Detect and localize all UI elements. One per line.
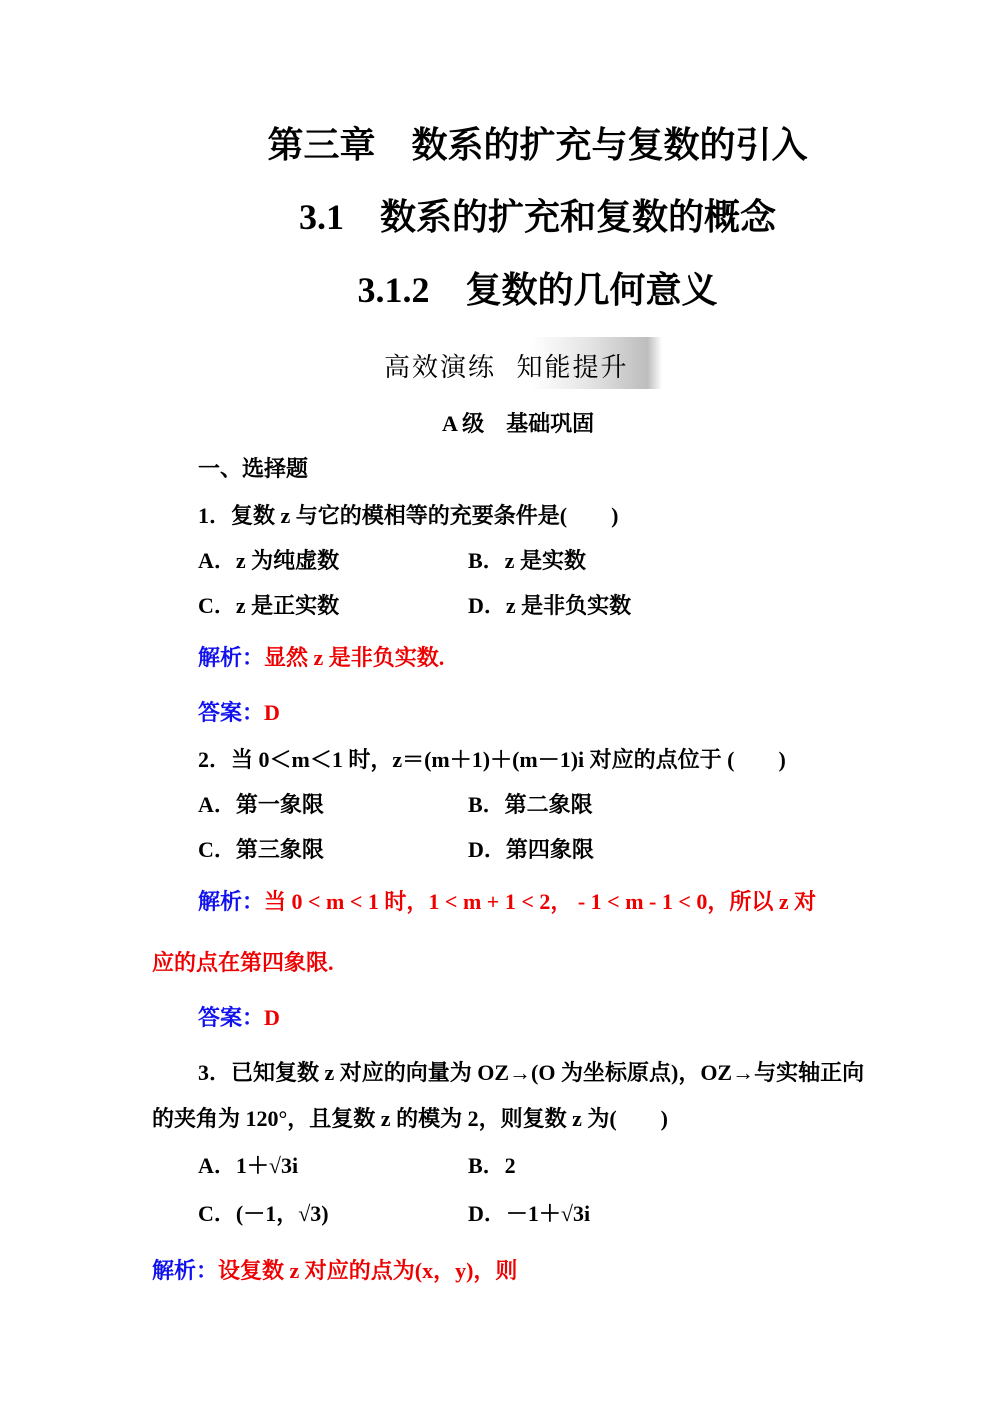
q2-option-a: A．第一象限: [198, 792, 324, 817]
q2-option-c: C．第三象限: [198, 837, 324, 862]
q1-answer-label: 答案：: [198, 700, 265, 725]
q1-answer: D: [264, 700, 280, 725]
q3-stem: 3．已知复数 z 对应的向量为 OZ→(O 为坐标原点)，OZ→与实轴正向: [198, 1060, 865, 1085]
q3-stem-cont: 的夹角为 120°，且复数 z 的模为 2，则复数 z 为( ): [152, 1106, 668, 1131]
q3-analysis: 设复数 z 对应的点为(x，y)，则: [218, 1258, 518, 1283]
q2-analysis-cont: 应的点在第四象限.: [152, 950, 334, 975]
q3-option-a: A．1＋√3i: [198, 1153, 299, 1178]
q1-option-a: A．z 为纯虚数: [198, 548, 340, 573]
banner-text: 高效演练 知能提升: [384, 353, 629, 383]
q1-option-c: C．z 是正实数: [198, 593, 340, 618]
q1-analysis: 显然 z 是非负实数.: [264, 645, 445, 670]
q3-option-d: D．－1＋√3i: [468, 1201, 591, 1226]
section-heading: 一、选择题: [198, 456, 309, 481]
q2-option-b: B．第二象限: [468, 792, 593, 817]
q3-analysis-label: 解析：: [152, 1258, 219, 1283]
q2-analysis: 当 0 < m < 1 时，1 < m + 1 < 2， - 1 < m - 1 < 0，所以 z 对: [264, 889, 817, 914]
q1-stem: 1．复数 z 与它的模相等的充要条件是( ): [198, 503, 619, 528]
q2-analysis-label: 解析：: [198, 889, 265, 914]
q3-option-c: C．(－1，√3): [198, 1201, 329, 1226]
q1-option-d: D．z 是非负实数: [468, 593, 632, 618]
level-heading: A 级 基础巩固: [442, 411, 595, 436]
subsection-title: 3.1.2 复数的几何意义: [357, 270, 718, 310]
section-title: 3.1 数系的扩充和复数的概念: [298, 197, 776, 237]
q2-option-d: D．第四象限: [468, 837, 594, 862]
q2-answer: D: [264, 1005, 280, 1030]
q2-stem: 2．当 0＜m＜1 时，z＝(m＋1)＋(m－1)i 对应的点位于 ( ): [198, 747, 786, 772]
chapter-title: 第三章 数系的扩充与复数的引入: [267, 125, 808, 165]
q1-analysis-label: 解析：: [198, 645, 265, 670]
q1-option-b: B．z 是实数: [468, 548, 586, 573]
q2-answer-label: 答案：: [198, 1005, 265, 1030]
banner: [372, 337, 662, 389]
q3-option-b: B．2: [468, 1153, 516, 1178]
